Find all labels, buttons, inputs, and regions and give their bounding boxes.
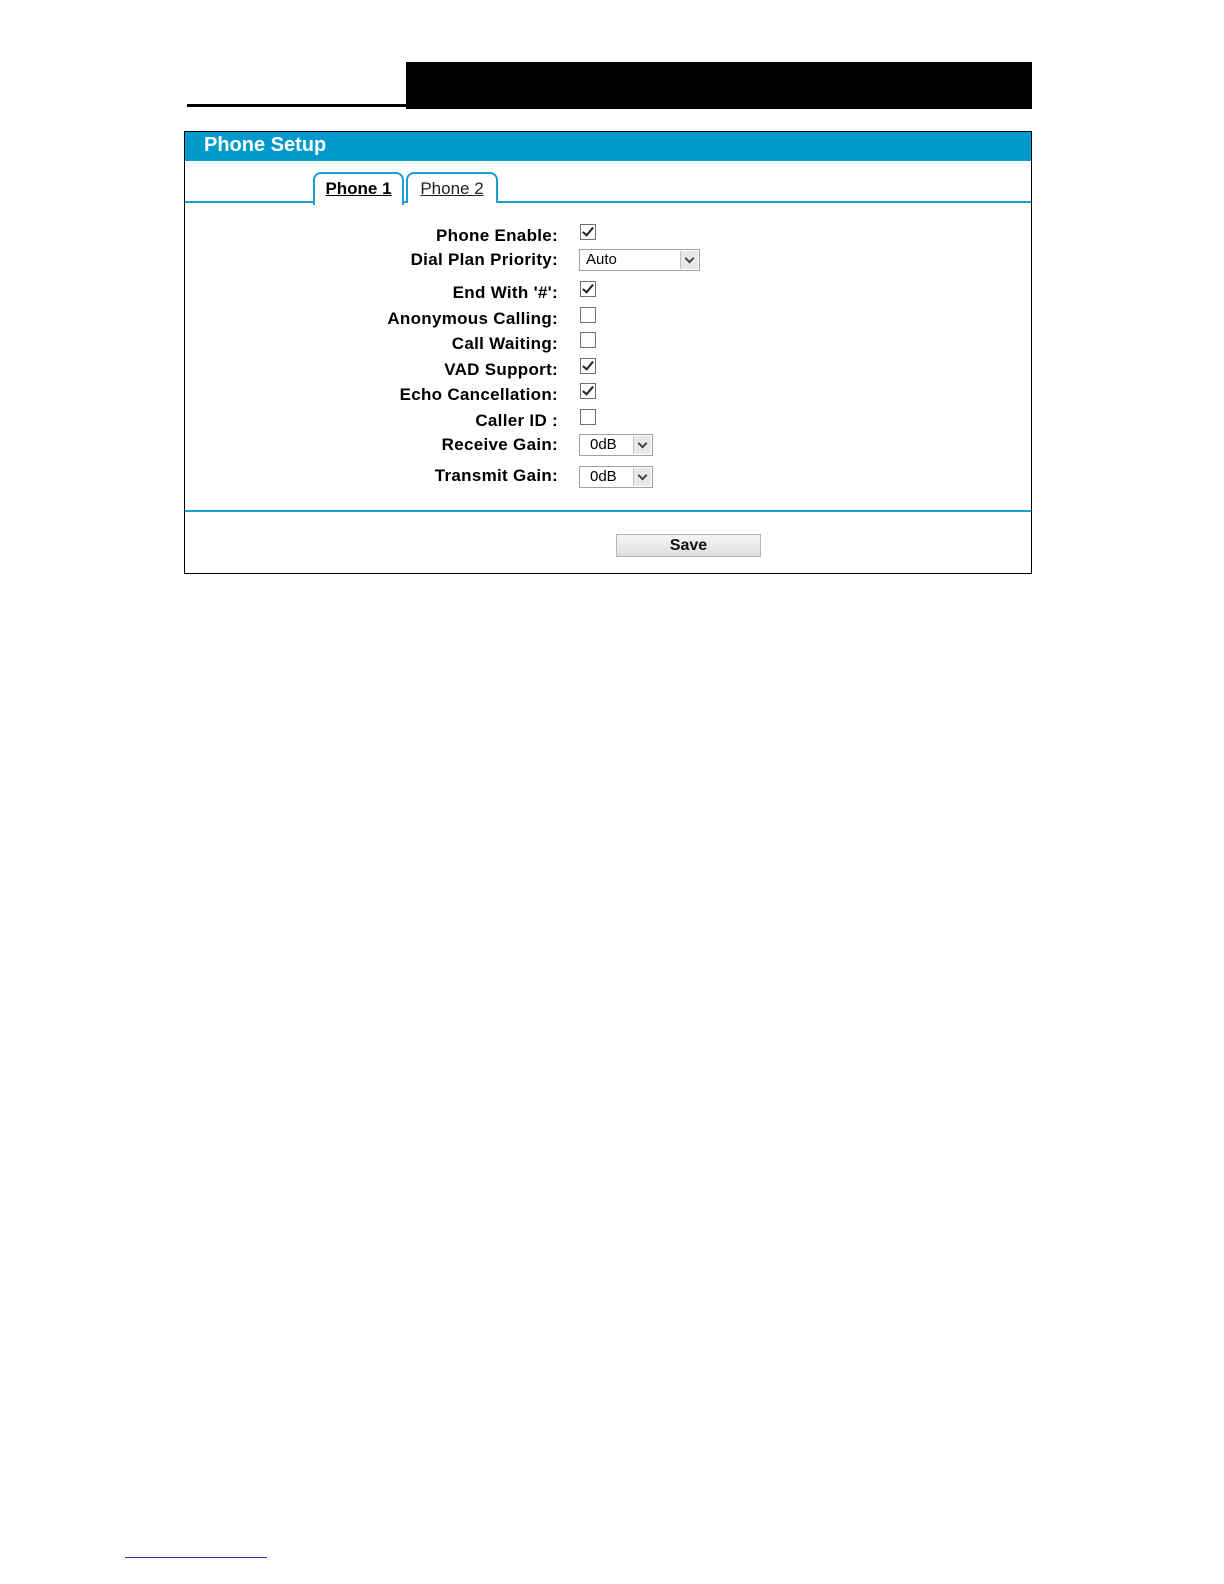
row-transmit-gain — [185, 466, 1031, 490]
receive-gain-label: Receive Gain: — [441, 435, 558, 454]
panel-title: Phone Setup — [185, 132, 1031, 161]
dial-plan-priority-value: Auto — [586, 251, 617, 268]
row-caller-id — [185, 409, 1031, 433]
transmit-gain-label: Transmit Gain: — [434, 466, 558, 485]
phone-enable-label: Phone Enable: — [436, 226, 558, 245]
transmit-gain-select[interactable] — [579, 466, 653, 488]
receive-gain-select[interactable] — [579, 434, 653, 456]
dial-plan-priority-select[interactable] — [579, 249, 700, 271]
row-echo-cancellation — [185, 383, 1031, 407]
row-call-waiting — [185, 332, 1031, 356]
chevron-down-icon — [633, 436, 651, 454]
vad-support-label: VAD Support: — [444, 360, 558, 379]
tab-phone-1-label: Phone 1 — [325, 179, 392, 198]
anonymous-calling-label: Anonymous Calling: — [387, 309, 558, 328]
anonymous-calling-checkbox[interactable] — [580, 307, 596, 323]
caller-id-label: Caller ID : — [475, 411, 558, 430]
end-with-hash-label: End With '#': — [452, 283, 558, 302]
footer-separator — [185, 510, 1031, 512]
header-bar — [406, 62, 1032, 109]
receive-gain-value: 0dB — [590, 436, 617, 453]
row-receive-gain — [185, 434, 1031, 458]
chevron-down-icon — [680, 251, 698, 269]
tab-phone-2-label: Phone 2 — [420, 179, 484, 198]
dial-plan-priority-label: Dial Plan Priority: — [410, 250, 558, 269]
row-end-with-hash — [185, 281, 1031, 305]
footnote-rule — [125, 1557, 267, 1558]
call-waiting-checkbox[interactable] — [580, 332, 596, 348]
row-dial-plan-priority — [185, 249, 1031, 273]
chevron-down-icon — [633, 468, 651, 486]
phone-enable-checkbox[interactable] — [580, 224, 596, 240]
tab-strip-line — [185, 201, 1031, 203]
transmit-gain-value: 0dB — [590, 468, 617, 485]
caller-id-checkbox[interactable] — [580, 409, 596, 425]
end-with-hash-checkbox[interactable] — [580, 281, 596, 297]
echo-cancellation-checkbox[interactable] — [580, 383, 596, 399]
tab-phone-1[interactable] — [313, 172, 404, 205]
vad-support-checkbox[interactable] — [580, 358, 596, 374]
save-button[interactable]: Save — [616, 534, 761, 557]
tab-phone-2[interactable] — [406, 172, 498, 203]
phone-setup-panel — [184, 131, 1032, 574]
row-anonymous-calling — [185, 307, 1031, 331]
echo-cancellation-label: Echo Cancellation: — [399, 385, 558, 404]
row-phone-enable — [185, 224, 1031, 248]
header-underline — [187, 104, 406, 107]
row-vad-support — [185, 358, 1031, 382]
call-waiting-label: Call Waiting: — [451, 334, 558, 353]
